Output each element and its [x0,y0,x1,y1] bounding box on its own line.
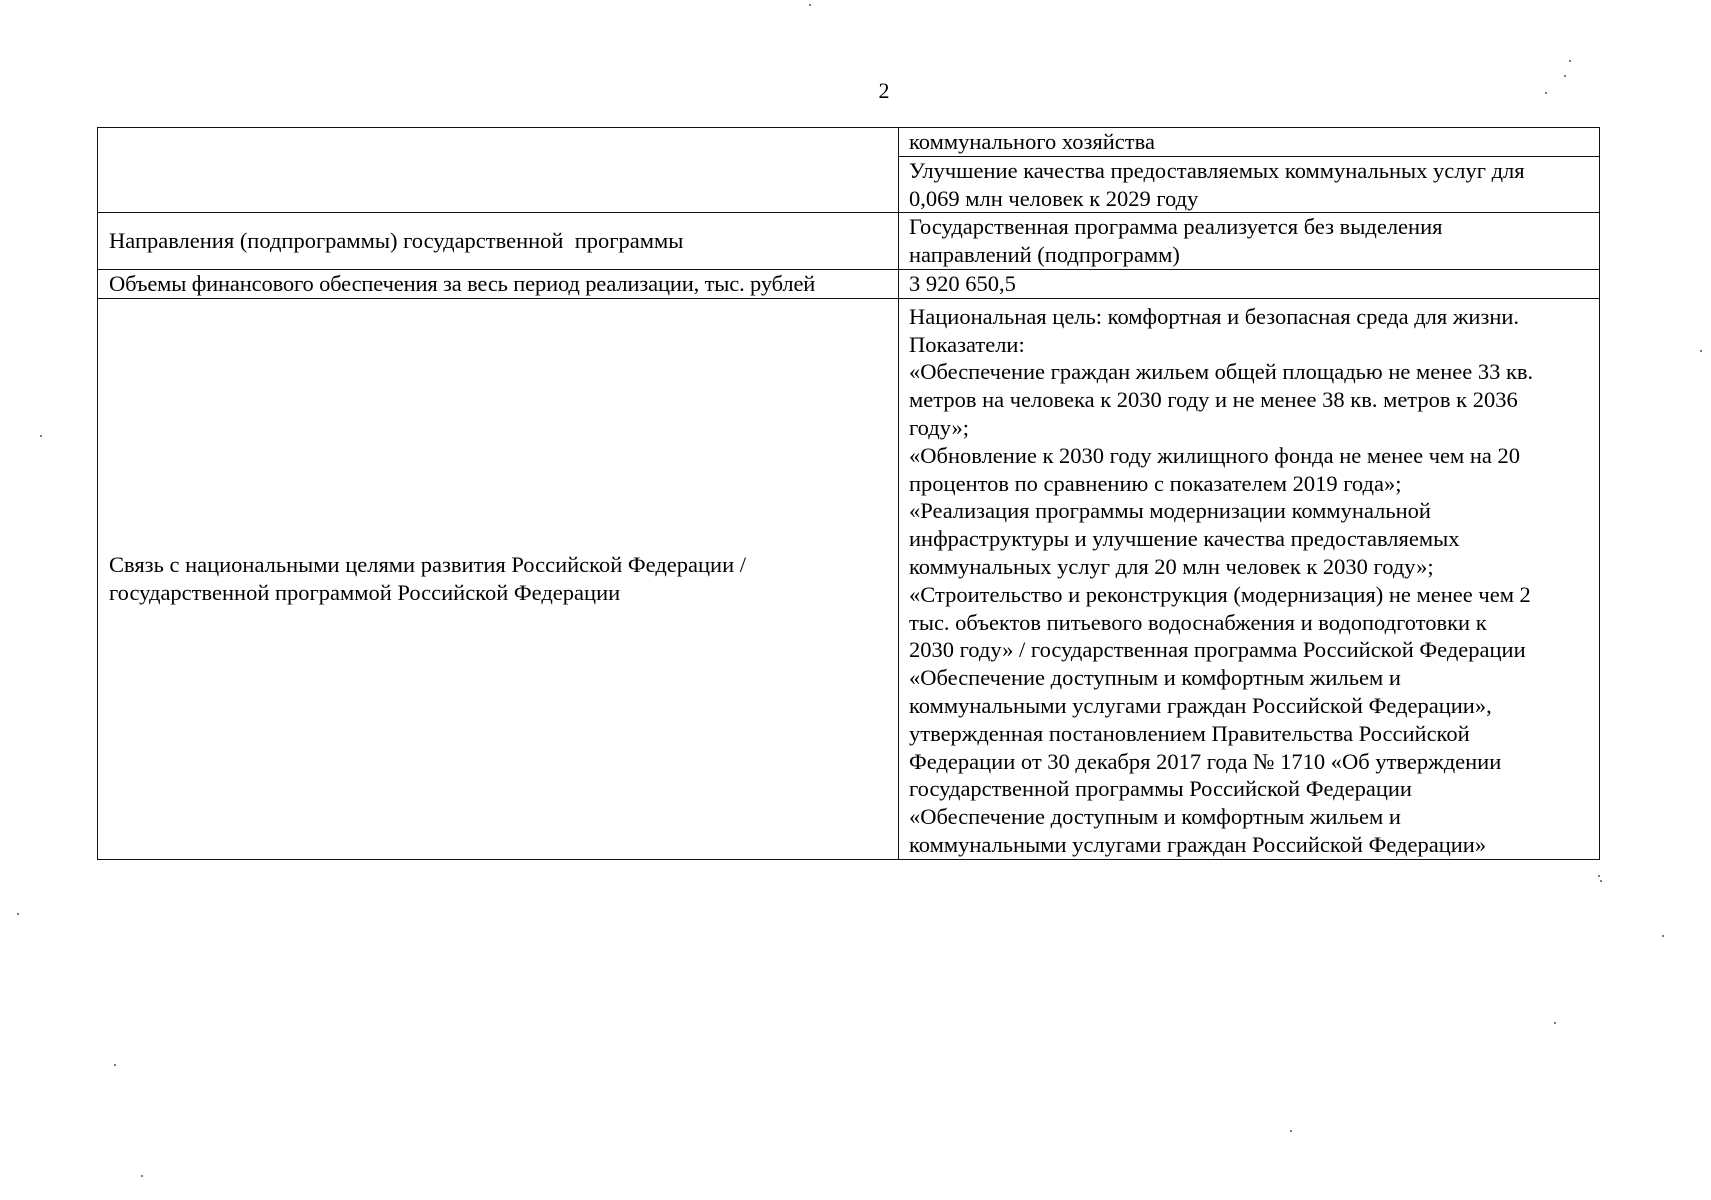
value-line: «Реализация программы модернизации коммунальной [909,498,1431,524]
value-line: Государственная программа реализуется без выделения [909,214,1443,240]
value-line: инфраструктуры и улучшение качества предоставляемых [909,526,1460,552]
scan-speck [1290,1130,1292,1132]
label-cell-empty [98,128,899,213]
value-line: Показатели: [909,331,1025,357]
label-line: Объемы финансового обеспечения за весь период реализации, тыс. рублей [109,270,816,296]
value-line: «Строительство и реконструкция (модернизация) не менее чем 2 [909,581,1531,607]
program-passport-table [97,127,1600,860]
value-line: коммунального хозяйства [909,129,1155,154]
scan-speck [809,4,811,6]
scan-speck [1545,92,1547,94]
page-number: 2 [878,78,890,103]
label-cell-funding [98,269,899,298]
value-line: году»; [909,414,970,440]
value-cell-directions [899,213,1600,270]
value-cell [899,128,1600,157]
value-line: коммунальными услугами граждан Российской Федерации», [909,692,1492,718]
value-line: 0,069 млн человек к 2029 году [909,185,1199,211]
scan-speck [17,913,19,915]
label-line: Связь с национальными целями развития Российской Федерации / [109,551,746,577]
value-line: процентов по сравнению с показателем 2019 года»; [909,470,1402,496]
value-line: «Обеспечение доступным и комфортным жильем и [909,665,1401,691]
label-cell-national-goals [98,298,899,859]
value-line: Федерации от 30 декабря 2017 года № 1710 «Об утверждении [909,748,1502,774]
value-cell-funding [899,269,1600,298]
scan-speck [114,1064,116,1066]
scan-speck [1569,60,1571,62]
scan-speck [1598,875,1600,877]
table-row [98,128,1600,157]
value-cell [899,156,1600,213]
scan-speck [1700,350,1702,352]
value-line: утвержденная постановлением Правительства Российской [909,720,1470,746]
scan-speck [40,435,42,437]
scan-speck [1662,935,1664,937]
table-row [98,298,1600,859]
funding-amount: 3 920 650,5 [909,270,1016,296]
value-cell-national-goals [899,298,1600,859]
value-line: коммунальных услуг для 20 млн человек к 2030 году»; [909,553,1434,579]
value-line: 2030 году» / государственная программа Российской Федерации [909,637,1526,663]
scan-speck [141,1175,143,1177]
scan-speck [1554,1022,1556,1024]
value-line: «Обеспечение доступным и комфортным жильем и [909,804,1401,830]
table-row [98,269,1600,298]
value-line: тыс. объектов питьевого водоснабжения и водоподготовки к [909,609,1487,635]
value-line: Улучшение качества предоставляемых коммунальных услуг для [909,157,1525,183]
value-line: метров на человека к 2030 году и не менее 38 кв. метров к 2036 [909,387,1518,413]
label-cell-directions [98,213,899,270]
table-row [98,213,1600,270]
value-line: «Обновление к 2030 году жилищного фонда не менее чем на 20 [909,442,1521,468]
value-line: «Обеспечение граждан жильем общей площадью не менее 33 кв. [909,359,1534,385]
value-line: государственной программы Российской Федерации [909,776,1412,802]
scan-speck [1564,75,1566,77]
scan-speck [1600,880,1602,882]
value-line: направлений (подпрограмм) [909,242,1180,268]
value-line: Национальная цель: комфортная и безопасная среда для жизни. [909,303,1520,329]
value-line: коммунальными услугами граждан Российской Федерации» [909,831,1487,857]
label-line: государственной программой Российской Федерации [109,579,621,605]
label-line: Направления (подпрограммы) государственной программы [109,228,684,254]
